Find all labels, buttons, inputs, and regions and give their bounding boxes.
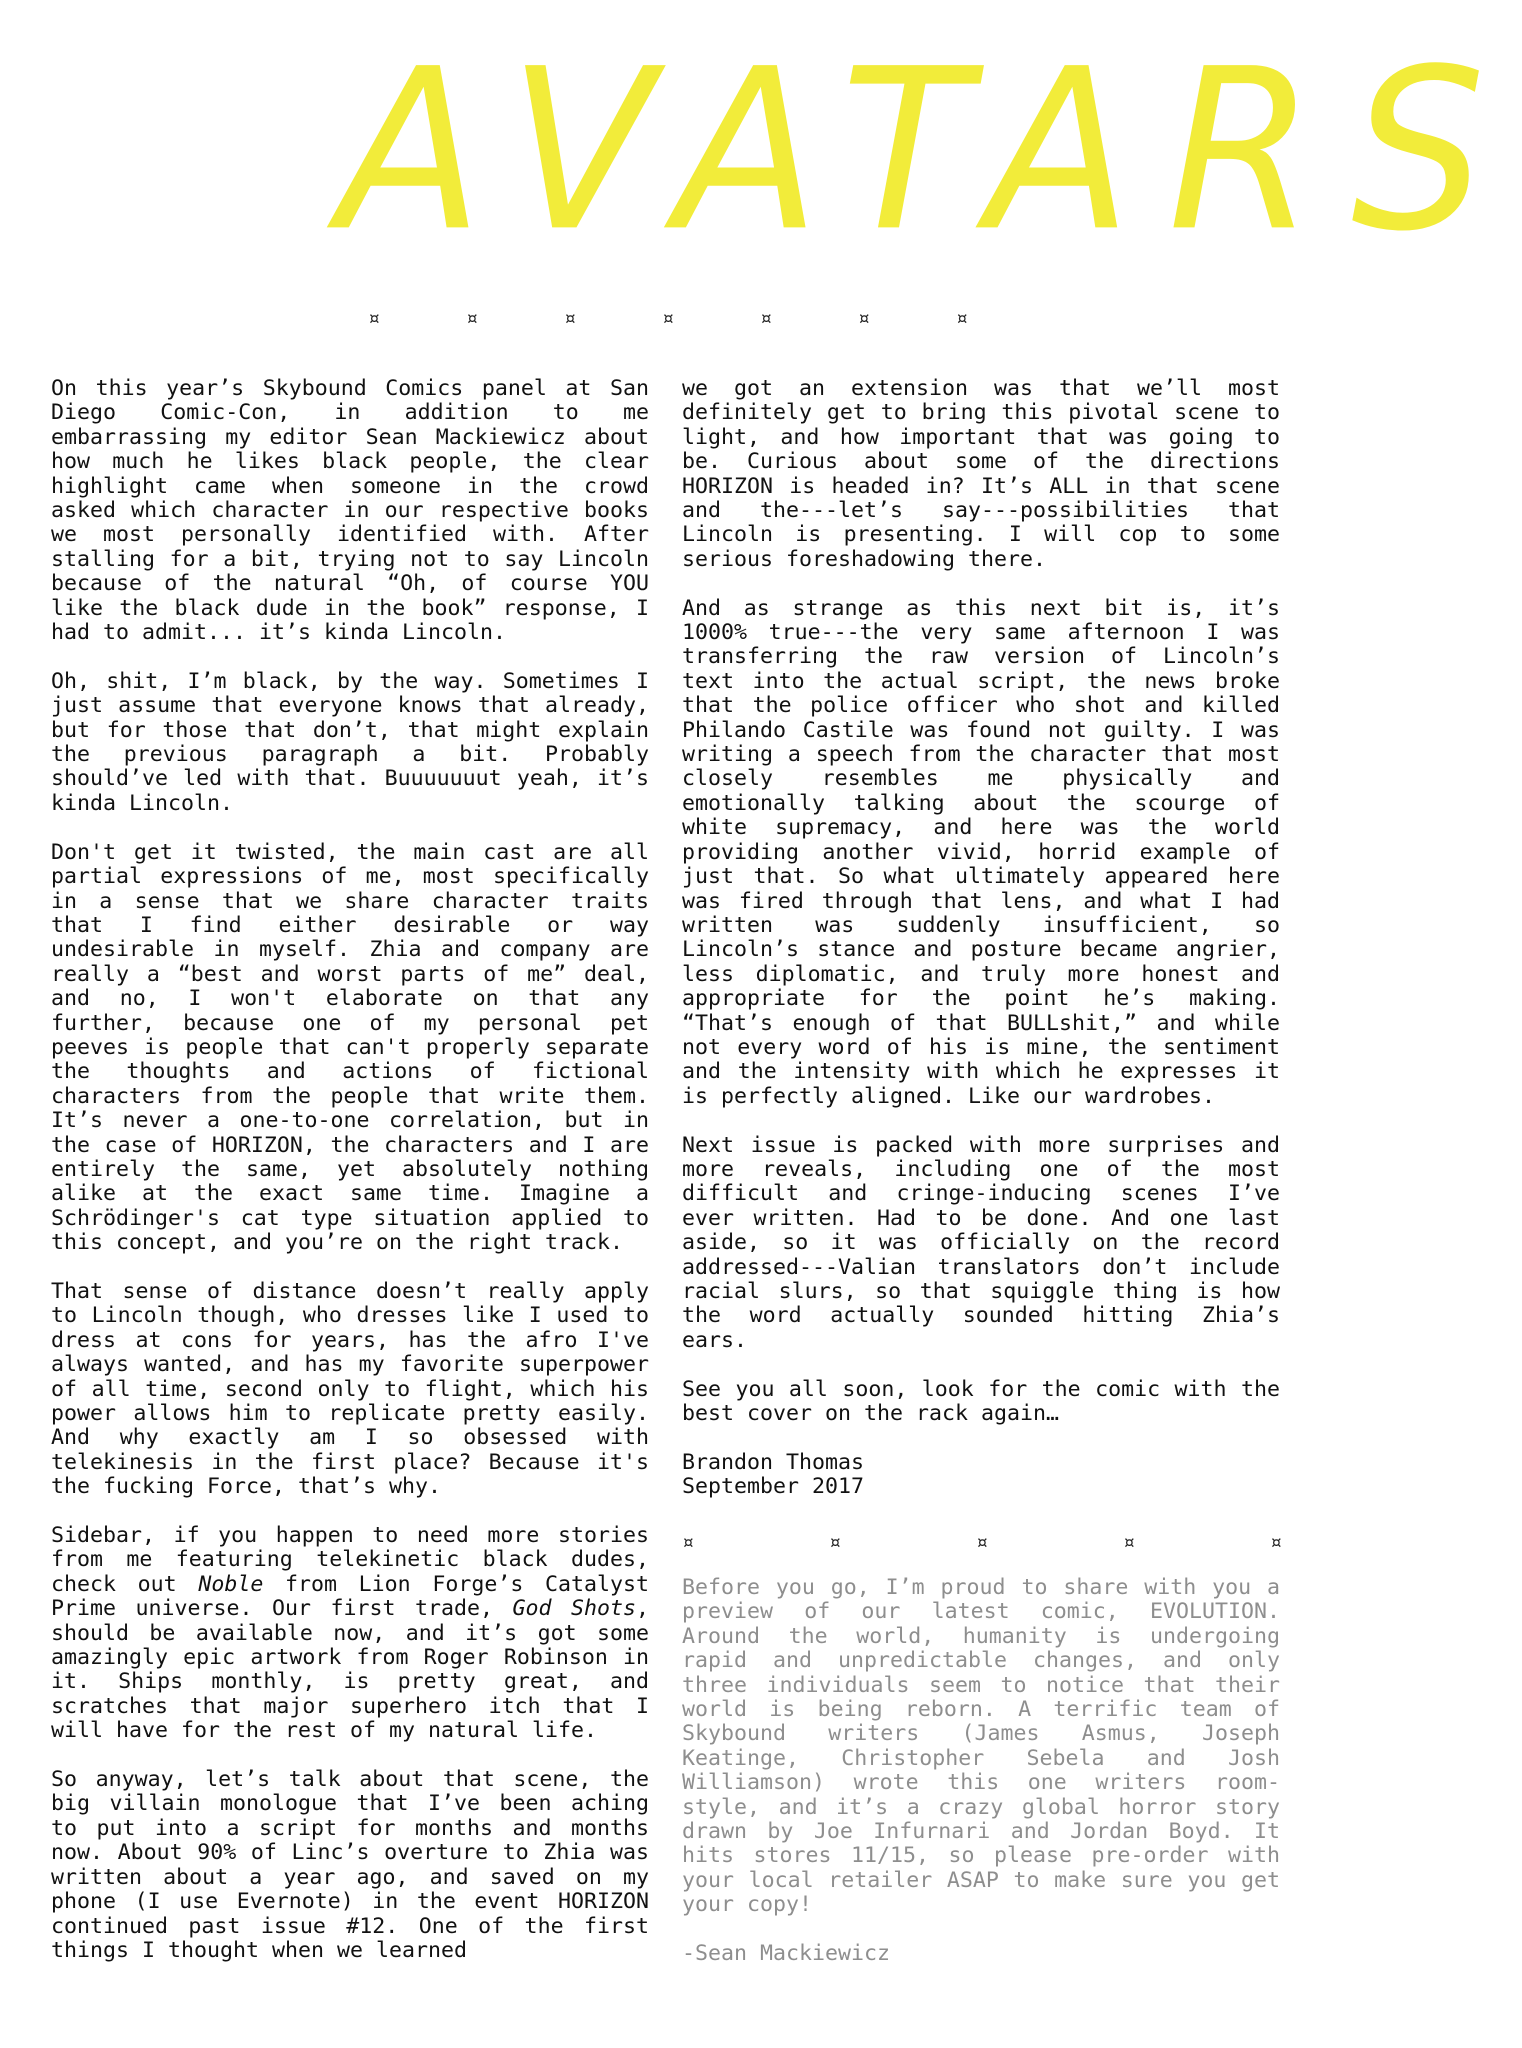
paragraph: On this year’s Skybound Comics panel at San Diego Comic-Con, in addition to me embarrassing my editor Sean Mackiewicz about how much he likes black people, the clear highlight came when someone in the crowd asked which character in our respective books we most personally identified with. After stalling for a bit, trying not to say Lincoln because of the natural “Oh, of course YOU like the black dude in the book” response, I had to admit... it’s kinda Lincoln. <box>51 376 649 646</box>
sidebar-text: from Lion Forge’s Catalyst Prime universe. Our first trade, <box>51 1571 649 1622</box>
divider-ornament: ¤ <box>975 1530 989 1554</box>
divider-ornament: ¤ <box>828 1530 842 1554</box>
paragraph: Next issue is packed with more surprises and more reveals, including one of the most difficult and cringe-inducing scenes I’ve ever written. Had to be done. And one last aside, so it was officially on the record addressed---Valian translators don’t include racial slurs, so that squiggle thing is how the word actually sounded hitting Zhia’s ears. <box>682 1132 1280 1353</box>
divider-ornament: ¤ <box>1122 1530 1135 1554</box>
page-title: AVATARS <box>338 20 1522 280</box>
divider-ornament: ¤ <box>563 306 577 330</box>
divider-ornament: ¤ <box>368 306 381 330</box>
mid-divider <box>682 1530 1282 1554</box>
paragraph: we got an extension was that we’ll most definitely get to bring this pivotal scene to light, and how important that was going to be. Curious about some of the directions HORIZON is headed in? It’s ALL in that scene and the---let’s say---possibilities that Lincoln is presenting. I will cop to some serious foreshadowing there. <box>682 376 1280 572</box>
paragraph: So anyway, let’s talk about that scene, the big villain monologue that I’ve been aching to put into a script for months and months now. About 90% of Linc’s overture to Zhia was written about a year ago, and saved on my phone (I use Evernote) in the event HORIZON continued past issue #12. One of the first things I thought when we learned <box>51 1767 649 1963</box>
preview-credit: -Sean Mackiewicz <box>682 1941 891 1967</box>
divider-ornament: ¤ <box>759 306 772 330</box>
paragraph: Don't get it twisted, the main cast are all partial expressions of me, most specifically in a sense that we share character traits that I find either desirable or way undesirable in myself. Zhia and company are really a “best and worst parts of me” deal, and no, I won't elaborate on that any further, because one of my personal pet peeves is people that can't properly separate the thoughts and actions of fictional characters from the people that write them. It’s never a one-to-one correlation, but in the case of HORIZON, the characters and I are entirely the same, yet absolutely nothing alike at the exact same time. Imagine a Schrödinger's cat type situation applied to this concept, and you’re on the right track. <box>51 839 649 1256</box>
sidebar-text: , should be available now, and it’s got some amazingly epic artwork from Roger Robinson in it. Ships monthly, is pretty great, and scratches that major superhero itch that I will have for the rest of my natural life. <box>51 1596 649 1744</box>
preview-text: Before you go, I’m proud to share with you a preview of our latest comic, EVOLUTION. Around the world, humanity is undergoing rapid and unpredictable changes, and only three individuals seem to notice that their world is being reborn. A terrific team of Skybound writers (James Asmus, Joseph Keatinge, Christopher Sebela and Josh Williamson) wrote this one writers room-style, and it’s a crazy global horror story drawn by Joe Infurnari and Jordan Boyd. It hits stores 11/15, so please pre-order with your local retailer ASAP to make sure you get your copy! <box>682 1575 1280 1918</box>
right-column <box>682 377 1280 1500</box>
evolution-preview <box>682 1576 1280 1991</box>
divider-ornament: ¤ <box>465 306 479 330</box>
paragraph: Oh, shit, I’m black, by the way. Sometimes I just assume that everyone knows that already, but for those that don’t, that might explain the previous paragraph a bit. Probably should’ve led with that. Buuuuuuut yeah, it’s kinda Lincoln. <box>51 668 649 816</box>
signature-name: Brandon Thomas <box>682 1449 865 1475</box>
divider-ornament: ¤ <box>682 1530 695 1554</box>
paragraph: See you all soon, look for the comic with the best cover on the rack again… <box>682 1376 1280 1427</box>
divider-ornament: ¤ <box>955 306 968 330</box>
divider-ornament: ¤ <box>857 306 870 330</box>
divider-ornament: ¤ <box>661 306 674 330</box>
sidebar-text: Sidebar, if you happen to need more stories from me featuring telekinetic black dudes, check out <box>51 1523 649 1597</box>
paragraph: And as strange as this next bit is, it’s 1000% true---the very same afternoon I was transferring the raw version of Lincoln’s text into the actual script, the news broke that the police officer who shot and killed Philando Castile was found not guilty. I was writing a speech from the character that most closely resembles me physically and emotionally talking about the scourge of white supremacy, and here was the world providing another vivid, horrid example of just that. So what ultimately appeared here was fired through that lens, and what I had written was suddenly insufficient, so Lincoln’s stance and posture became angrier, less diplomatic, and truly more honest and appropriate for the point he’s making. “That’s enough of that BULLshit,” and while not every word of his is mine, the sentiment and the intensity with which he expresses it is perfectly aligned. Like our wardrobes. <box>682 595 1280 1109</box>
noble-title: Noble <box>198 1571 264 1597</box>
god-shots-title: God Shots <box>512 1596 636 1622</box>
top-divider <box>368 306 968 330</box>
paragraph: That sense of distance doesn’t really apply to Lincoln though, who dresses like I used to dress at cons for years, has the afro I've always wanted, and has my favorite superpower of all time, second only to flight, which his power allows him to replicate pretty easily. And why exactly am I so obsessed with telekinesis in the first place? Because it's the fucking Force, that’s why. <box>51 1278 649 1500</box>
divider-ornament: ¤ <box>1269 1530 1282 1554</box>
signature-date: September 2017 <box>682 1474 865 1500</box>
left-column <box>51 377 649 1988</box>
sidebar-paragraph <box>51 1524 649 1744</box>
